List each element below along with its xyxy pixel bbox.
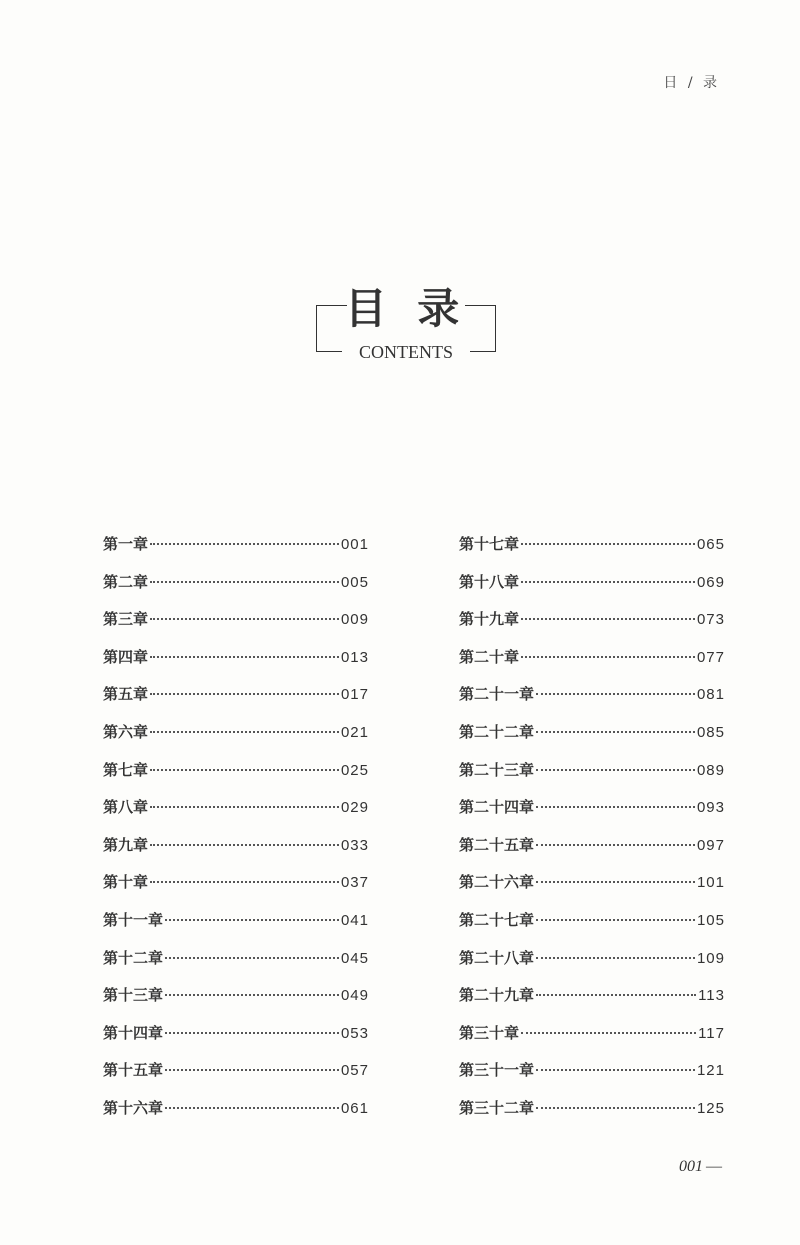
toc-dot-leader [536, 919, 695, 921]
toc-entry[interactable] [459, 981, 725, 1019]
toc-entry-page: 053 [340, 1024, 369, 1042]
toc-entry-page: 065 [696, 536, 725, 553]
toc-entry-label: 第十四章 [103, 1023, 164, 1042]
toc-dot-leader [150, 656, 339, 658]
toc-dot-leader [536, 731, 695, 733]
running-header: 日 / 录 [663, 75, 720, 91]
toc-entry-page: 097 [696, 836, 725, 854]
toc-dot-leader [536, 769, 695, 771]
title-chinese: 目 录 [344, 284, 468, 333]
toc-entry-page: 037 [340, 874, 369, 892]
toc-dot-leader [150, 769, 339, 771]
toc-entry-label: 第三章 [103, 610, 149, 629]
toc-dot-leader [165, 1069, 339, 1071]
toc-entry-label: 第三十章 [459, 1023, 520, 1042]
toc-entry-page: 041 [340, 911, 369, 929]
toc-dot-leader [536, 1107, 695, 1109]
toc-entry-label: 第十七章 [459, 535, 520, 553]
toc-dot-leader [165, 994, 339, 996]
toc-entry-label: 第二十五章 [459, 835, 535, 854]
toc-entry-label: 第二章 [103, 572, 149, 591]
toc-entry-page: 021 [340, 723, 369, 741]
toc-entry-page: 101 [696, 874, 725, 892]
toc-entry-page: 089 [696, 761, 725, 779]
toc-entry[interactable] [459, 756, 725, 794]
toc-entry[interactable] [459, 868, 725, 906]
toc-entry[interactable] [103, 756, 369, 794]
toc-entry-label: 第六章 [103, 722, 149, 741]
page-number [679, 1158, 722, 1176]
toc-entry[interactable] [103, 1019, 369, 1057]
toc-entry[interactable] [103, 906, 369, 944]
toc-dot-leader [150, 543, 339, 545]
toc-entry-page: 049 [340, 987, 369, 1005]
toc-entry-page: 017 [340, 686, 369, 704]
toc-dot-leader [150, 731, 339, 733]
toc-dot-leader [165, 1107, 339, 1109]
toc-entry-page: 085 [696, 723, 725, 741]
toc-entry-label: 第二十章 [459, 647, 520, 666]
toc-entry[interactable] [459, 906, 725, 944]
toc-dot-leader [536, 881, 695, 883]
toc-entry-label: 第三十二章 [459, 1098, 535, 1117]
toc-dot-leader [521, 1032, 696, 1034]
toc-entry-label: 第二十六章 [459, 873, 535, 892]
toc-dot-leader [536, 957, 695, 959]
toc-entry-page: 025 [340, 761, 369, 779]
toc-entry[interactable] [459, 605, 725, 643]
toc-dot-leader [521, 543, 695, 545]
toc-dot-leader [150, 581, 339, 583]
title-english: CONTENTS [359, 342, 453, 362]
toc-entry-page: 057 [340, 1062, 369, 1080]
toc-entry-page: 029 [340, 799, 369, 817]
toc-entry-page: 013 [340, 648, 369, 666]
toc-entry-label: 第二十七章 [459, 910, 535, 929]
toc-entry-label: 第四章 [103, 647, 149, 666]
toc-dot-leader [150, 881, 339, 883]
toc-entry-page: 081 [696, 686, 725, 704]
toc-entry[interactable] [103, 944, 369, 982]
toc-entry[interactable] [459, 944, 725, 982]
toc-entry[interactable] [103, 831, 369, 869]
toc-entry[interactable] [459, 643, 725, 681]
toc-entry-page: 105 [696, 911, 725, 929]
toc-entry-page: 009 [340, 611, 369, 629]
toc-entry-label: 第七章 [103, 760, 149, 779]
toc-entry-label: 第十九章 [459, 610, 520, 629]
toc-entry-page: 113 [698, 987, 725, 1005]
toc-entry-label: 第十章 [103, 873, 149, 892]
toc-entry-label: 第一章 [103, 535, 149, 553]
toc-dot-leader [150, 693, 339, 695]
toc-entry[interactable] [459, 1094, 725, 1132]
toc-entry[interactable] [103, 605, 369, 643]
toc-entry-label: 第二十三章 [459, 760, 535, 779]
toc-entry-page: 125 [696, 1099, 725, 1117]
toc-column-left [103, 530, 369, 1132]
toc-dot-leader [536, 1069, 695, 1071]
toc-entry-label: 第十六章 [103, 1098, 164, 1117]
toc-entry-label: 第十八章 [459, 572, 520, 591]
toc-entry[interactable] [103, 793, 369, 831]
toc-entry[interactable] [459, 680, 725, 718]
toc-entry[interactable] [103, 981, 369, 1019]
toc-entry-page: 045 [340, 949, 369, 967]
toc-entry-label: 第十二章 [103, 948, 164, 967]
toc-entry-label: 第三十一章 [459, 1061, 535, 1080]
toc-entry-page: 117 [698, 1024, 725, 1042]
toc-entry-label: 第九章 [103, 835, 149, 854]
toc-entry-page: 001 [340, 536, 369, 553]
toc-dot-leader [150, 844, 339, 846]
toc-dot-leader [521, 581, 695, 583]
toc-entry[interactable] [103, 530, 369, 568]
toc-entry[interactable] [103, 643, 369, 681]
toc-entry[interactable] [459, 1019, 725, 1057]
toc-dot-leader [150, 806, 339, 808]
toc-entry[interactable] [103, 568, 369, 606]
toc-entry[interactable] [103, 868, 369, 906]
page-number-dash: — [706, 1158, 722, 1175]
toc-entry-page: 073 [696, 611, 725, 629]
toc-entry-page: 005 [340, 573, 369, 591]
toc-entry-page: 069 [696, 573, 725, 591]
toc-entry-label: 第十一章 [103, 910, 164, 929]
toc-entry[interactable] [103, 1056, 369, 1094]
toc-dot-leader [521, 656, 695, 658]
toc-entry-page: 093 [696, 799, 725, 817]
toc-entry-label: 第五章 [103, 685, 149, 704]
toc-dot-leader [150, 618, 339, 620]
toc-entry-label: 第二十一章 [459, 685, 535, 704]
toc-entry[interactable] [459, 718, 725, 756]
contents-title-block [316, 285, 496, 363]
page-number-value: 001 [679, 1158, 703, 1175]
toc-dot-leader [536, 693, 695, 695]
toc-entry[interactable] [103, 680, 369, 718]
toc-entry[interactable] [459, 530, 725, 568]
toc-column-right [459, 530, 725, 1132]
toc-entry[interactable] [459, 568, 725, 606]
toc-entry-label: 第二十八章 [459, 948, 535, 967]
toc-entry-page: 109 [696, 949, 725, 967]
toc-entry[interactable] [459, 1056, 725, 1094]
toc-entry-page: 033 [340, 836, 369, 854]
toc-entry-label: 第二十二章 [459, 722, 535, 741]
toc-entry-label: 第二十四章 [459, 798, 535, 817]
toc-dot-leader [165, 1032, 339, 1034]
toc-dot-leader [521, 618, 695, 620]
toc-dot-leader [536, 806, 695, 808]
toc-entry-page: 121 [696, 1062, 725, 1080]
toc-entry-page: 077 [696, 648, 725, 666]
toc-dot-leader [165, 919, 339, 921]
toc-entry-page: 061 [340, 1099, 369, 1117]
toc-entry-label: 第十五章 [103, 1061, 164, 1080]
toc-entry-label: 第八章 [103, 798, 149, 817]
toc-entry[interactable] [103, 718, 369, 756]
toc-entry[interactable] [459, 831, 725, 869]
toc-entry-label: 第二十九章 [459, 986, 535, 1005]
toc-dot-leader [536, 844, 695, 846]
toc-entry-label: 第十三章 [103, 986, 164, 1005]
toc-dot-leader [536, 994, 696, 996]
toc-entry[interactable] [103, 1094, 369, 1132]
toc-dot-leader [165, 957, 339, 959]
toc-entry[interactable] [459, 793, 725, 831]
